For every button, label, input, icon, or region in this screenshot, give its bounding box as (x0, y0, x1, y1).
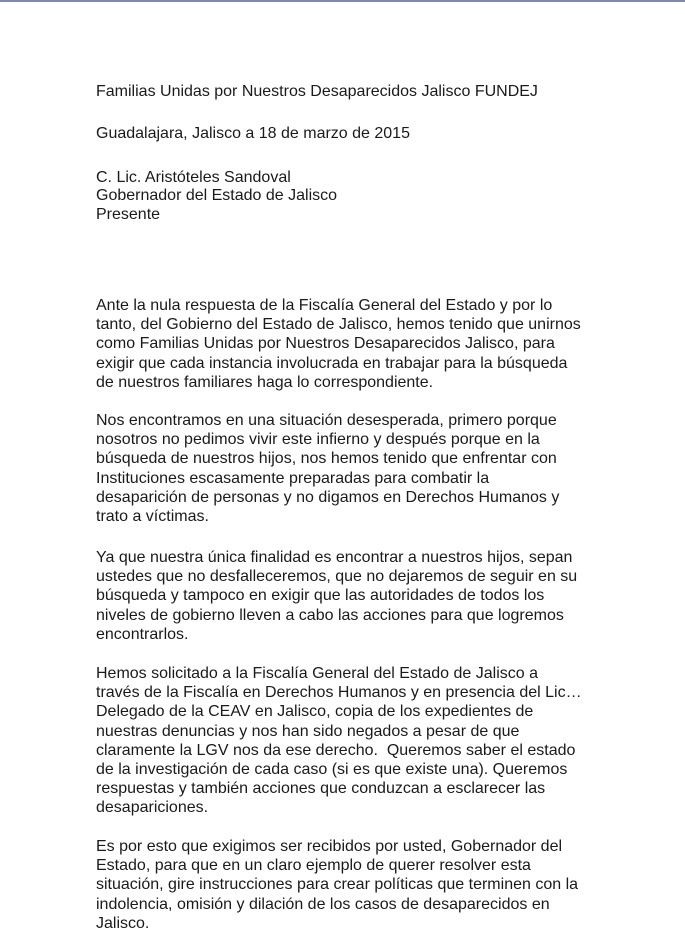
body-paragraph-4 (96, 664, 676, 818)
paragraph-line: desapariciones. (96, 799, 209, 817)
paragraph-line: como Familias Unidas por Nuestros Desaparecidos Jalisco, para (96, 335, 555, 353)
paragraph-line: Estado, para que en un claro ejemplo de querer resolver esta (96, 857, 531, 875)
place-and-date: Guadalajara, Jalisco a 18 de marzo de 2015 (96, 125, 410, 142)
paragraph-line: Hemos solicitado a la Fiscalía General del Estado de Jalisco a (96, 665, 538, 682)
paragraph-line: Jalisco. (96, 914, 150, 932)
paragraph-line: Instituciones escasamente preparadas para combatir la (96, 469, 490, 487)
paragraph-line: claramente la LGV nos da ese derecho. Queremos saber el estado (96, 741, 576, 759)
body-paragraph-5 (96, 837, 676, 933)
paragraph-line: de la investigación de cada caso (si es que existe una). Queremos (96, 761, 568, 779)
recipient-title: Gobernador del Estado de Jalisco (96, 187, 338, 204)
paragraph-line: Delegado de la CEAV en Jalisco, copia de los expedientes de (96, 703, 534, 721)
organization-heading: Familias Unidas por Nuestros Desaparecidos Jalisco FUNDEJ (96, 83, 538, 100)
paragraph-line: tanto, del Gobierno del Estado de Jalisco, hemos tenido que unirnos (96, 316, 581, 334)
paragraph-line: situación, gire instrucciones para crear políticas que terminen con la (96, 876, 579, 894)
paragraph-line: ustedes que no desfalleceremos, que no dejaremos de seguir en su (96, 568, 578, 586)
paragraph-line: búsqueda de nuestros hijos, nos hemos tenido que enfrentar con (96, 450, 557, 468)
paragraph-line: niveles de gobierno lleven a cabo las acciones para que logremos (96, 606, 564, 624)
paragraph-line: respuestas y también acciones que conduzcan a esclarecer las (96, 780, 546, 798)
paragraph-line: encontrarlos. (96, 625, 189, 643)
paragraph-line: trato a víctimas. (96, 508, 209, 526)
paragraph-line: Es por esto que exigimos ser recibidos por usted, Gobernador del (96, 838, 563, 855)
paragraph-line: de nuestros familiares haga lo correspondiente. (96, 373, 434, 391)
paragraph-line: indolencia, omisión y dilación de los casos de desaparecidos en (96, 895, 550, 913)
paragraph-line: nosotros no pedimos vivir este infierno y después porque en la (96, 431, 540, 449)
paragraph-line: Ante la nula respuesta de la Fiscalía General del Estado y por lo (96, 297, 553, 314)
body-paragraph-1 (96, 296, 676, 392)
top-border (0, 0, 685, 2)
paragraph-line: nuestras denuncias y nos han sido negados a pesar de que (96, 722, 520, 740)
paragraph-line: búsqueda y tampoco en exigir que las autoridades de todos los (96, 587, 545, 605)
paragraph-line: desaparición de personas y no digamos en Derechos Humanos y (96, 488, 560, 506)
recipient-presente: Presente (96, 206, 161, 223)
recipient-name: C. Lic. Aristóteles Sandoval (96, 169, 291, 186)
paragraph-line: Ya que nuestra única finalidad es encontrar a nuestros hijos, sepan (96, 549, 573, 566)
paragraph-line: través de la Fiscalía en Derechos Humanos y en presencia del Lic… (96, 684, 582, 702)
paragraph-line: exigir que cada instancia involucrada en trabajar para la búsqueda (96, 354, 568, 372)
paragraph-line: Nos encontramos en una situación desesperada, primero porque (96, 412, 557, 429)
body-paragraph-2 (96, 411, 676, 526)
body-paragraph-3 (96, 548, 676, 644)
